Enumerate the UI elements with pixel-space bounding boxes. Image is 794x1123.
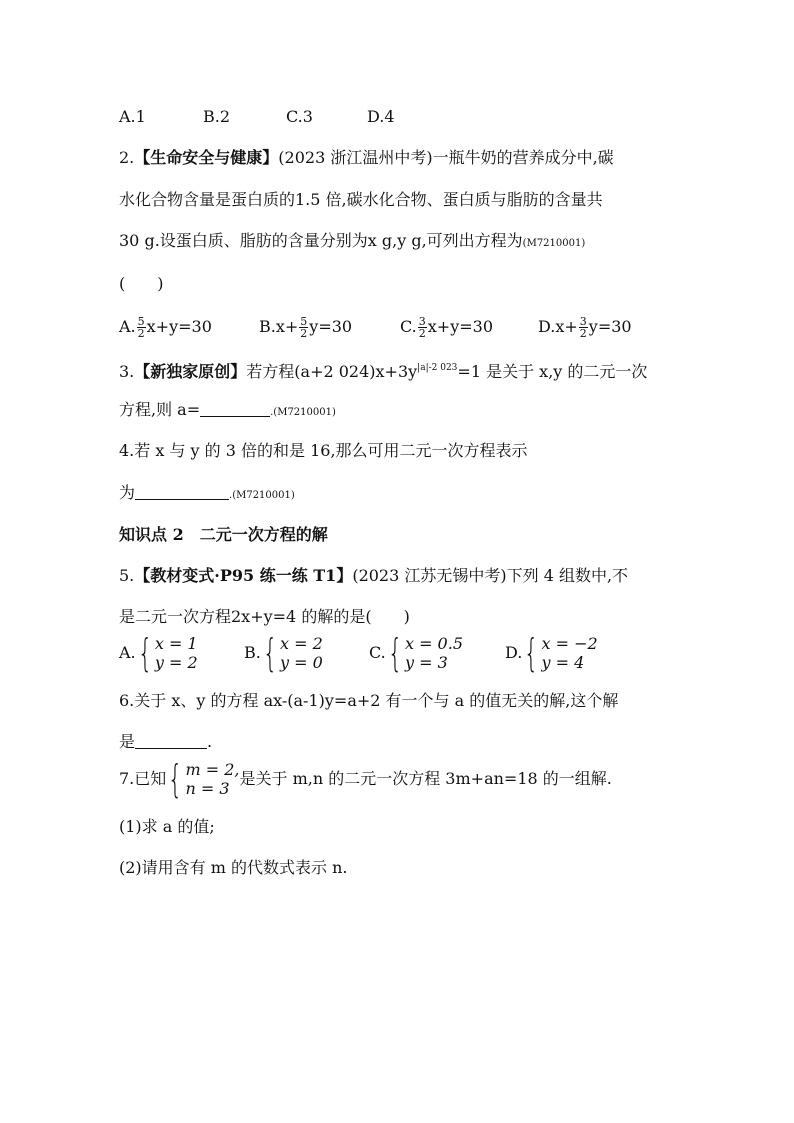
q1-option-b: B.2 bbox=[203, 107, 231, 126]
q7-statement bbox=[119, 757, 612, 801]
q2-option-c-prefix: C. bbox=[400, 317, 417, 336]
brace-icon: { bbox=[387, 631, 403, 675]
equation-row: m = 2, bbox=[185, 760, 240, 779]
q3-line-1 bbox=[119, 358, 647, 382]
q3-exponent: |a|-2 023 bbox=[417, 363, 458, 373]
q2-option-b bbox=[259, 316, 352, 339]
fraction-denominator: 2 bbox=[137, 327, 145, 340]
brace-icon: { bbox=[137, 631, 152, 675]
q5-text-1: (2023 江苏无锡中考)下列 4 组数中,不 bbox=[352, 566, 629, 585]
q5-option-a bbox=[119, 631, 198, 675]
q2-tag: 【生命安全与健康】 bbox=[134, 148, 279, 167]
q4-answer-blank[interactable] bbox=[135, 485, 229, 500]
q3-text-pre: 若方程(a+2 024)x+3y bbox=[246, 362, 418, 381]
q2-option-a-fraction bbox=[137, 316, 146, 339]
q5-option-b bbox=[244, 631, 323, 675]
q2-option-a-prefix: A. bbox=[119, 317, 136, 336]
equation-row: y = 0 bbox=[280, 653, 323, 672]
fraction-numerator: 5 bbox=[137, 315, 145, 328]
q5-tag: 【教材变式·P95 练一练 T1】 bbox=[134, 566, 353, 585]
q5-option-c-label: C. bbox=[369, 643, 386, 662]
q6-line-2 bbox=[119, 732, 212, 752]
q4-code: .(M7210001) bbox=[229, 490, 295, 501]
q2-option-d-suffix: y=30 bbox=[588, 317, 632, 336]
q2-option-d-fraction bbox=[579, 316, 588, 339]
equation-row: x = 1 bbox=[154, 634, 198, 653]
q2-option-d-prefix: D.x+ bbox=[538, 317, 578, 336]
q7-sub-2: (2)请用含有 m 的代数式表示 n. bbox=[119, 858, 348, 877]
q2-option-b-prefix: B.x+ bbox=[259, 317, 299, 336]
q2-code: (M7210001) bbox=[522, 238, 586, 249]
q5-option-b-label: B. bbox=[244, 643, 261, 662]
q5-line-1 bbox=[119, 566, 628, 586]
q2-option-c bbox=[400, 316, 493, 339]
q6-end: . bbox=[207, 732, 213, 751]
fraction-numerator: 3 bbox=[418, 315, 426, 328]
fraction-denominator: 2 bbox=[300, 327, 308, 340]
q3-text-post: =1 是关于 x,y 的二元一次 bbox=[457, 362, 648, 381]
q6-answer-blank[interactable] bbox=[135, 734, 207, 749]
q2-line-1 bbox=[119, 148, 614, 168]
q4-line-2 bbox=[119, 483, 295, 506]
q2-text-3: 30 g.设蛋白质、脂肪的含量分别为x g,y g,可列出方程为 bbox=[119, 231, 523, 250]
fraction-numerator: 3 bbox=[579, 315, 587, 328]
q7-sub-1: (1)求 a 的值; bbox=[119, 817, 215, 836]
q3-tag: 【新独家原创】 bbox=[134, 362, 247, 381]
q3-number: 3. bbox=[119, 362, 135, 381]
q1-option-a: A.1 bbox=[119, 107, 146, 126]
q1-option-d: D.4 bbox=[367, 107, 395, 126]
q3-answer-blank[interactable] bbox=[200, 402, 270, 417]
q5-number: 5. bbox=[119, 566, 135, 585]
q2-option-b-fraction bbox=[299, 316, 308, 339]
equation-row: y = 4 bbox=[541, 653, 585, 672]
q2-option-c-fraction bbox=[418, 316, 427, 339]
q4-text-2: 为 bbox=[119, 483, 136, 502]
equation-row: x = −2 bbox=[541, 634, 598, 653]
q2-text-1: (2023 浙江温州中考)一瓶牛奶的营养成分中,碳 bbox=[278, 148, 614, 167]
q2-line-2: 水化合物含量是蛋白质的1.5 倍,碳水化合物、蛋白质与脂肪的含量共 bbox=[119, 190, 603, 209]
equation-row: y = 3 bbox=[404, 653, 448, 672]
fraction-denominator: 2 bbox=[579, 327, 587, 340]
equation-row: x = 0.5 bbox=[404, 634, 463, 653]
q2-option-a bbox=[119, 316, 212, 339]
q6-text-2: 是 bbox=[119, 732, 136, 751]
q2-option-a-suffix: x+y=30 bbox=[146, 317, 212, 336]
equation-row: x = 2 bbox=[280, 634, 323, 653]
equation-row: y = 2 bbox=[154, 653, 198, 672]
q3-text-2: 方程,则 a= bbox=[119, 400, 201, 419]
brace-icon: { bbox=[262, 631, 278, 675]
q2-paren: ( ) bbox=[119, 274, 164, 293]
q5-option-c bbox=[369, 631, 463, 675]
q5-option-d bbox=[505, 631, 598, 675]
q3-code: .(M7210001) bbox=[270, 407, 336, 418]
fraction-numerator: 5 bbox=[300, 315, 308, 328]
section-heading: 知识点 2 二元一次方程的解 bbox=[119, 525, 328, 544]
fraction-denominator: 2 bbox=[418, 327, 426, 340]
q5-option-d-label: D. bbox=[505, 643, 523, 662]
q2-option-b-suffix: y=30 bbox=[309, 317, 353, 336]
q2-number: 2. bbox=[119, 148, 135, 167]
q5-line-2: 是二元一次方程2x+y=4 的解的是( ) bbox=[119, 607, 410, 626]
q2-line-3 bbox=[119, 231, 585, 254]
q5-option-a-label: A. bbox=[119, 643, 136, 662]
q2-option-c-suffix: x+y=30 bbox=[427, 317, 493, 336]
q1-option-c: C.3 bbox=[286, 107, 313, 126]
q3-line-2 bbox=[119, 400, 336, 423]
q7-line-1 bbox=[119, 757, 612, 802]
q6-line-1: 6.关于 x、y 的方程 ax-(a-1)y=a+2 有一个与 a 的值无关的解,这个解 bbox=[119, 691, 619, 710]
equation-row: n = 3 bbox=[185, 779, 230, 798]
q4-line-1: 4.若 x 与 y 的 3 倍的和是 16,那么可用二元一次方程表示 bbox=[119, 441, 528, 460]
brace-icon: { bbox=[524, 631, 539, 675]
q2-option-d bbox=[538, 316, 632, 339]
brace-icon: { bbox=[168, 757, 183, 801]
q7-suffix: 是关于 m,n 的二元一次方程 3m+an=18 的一组解. bbox=[239, 769, 612, 788]
q7-prefix: 7.已知 bbox=[119, 769, 167, 788]
